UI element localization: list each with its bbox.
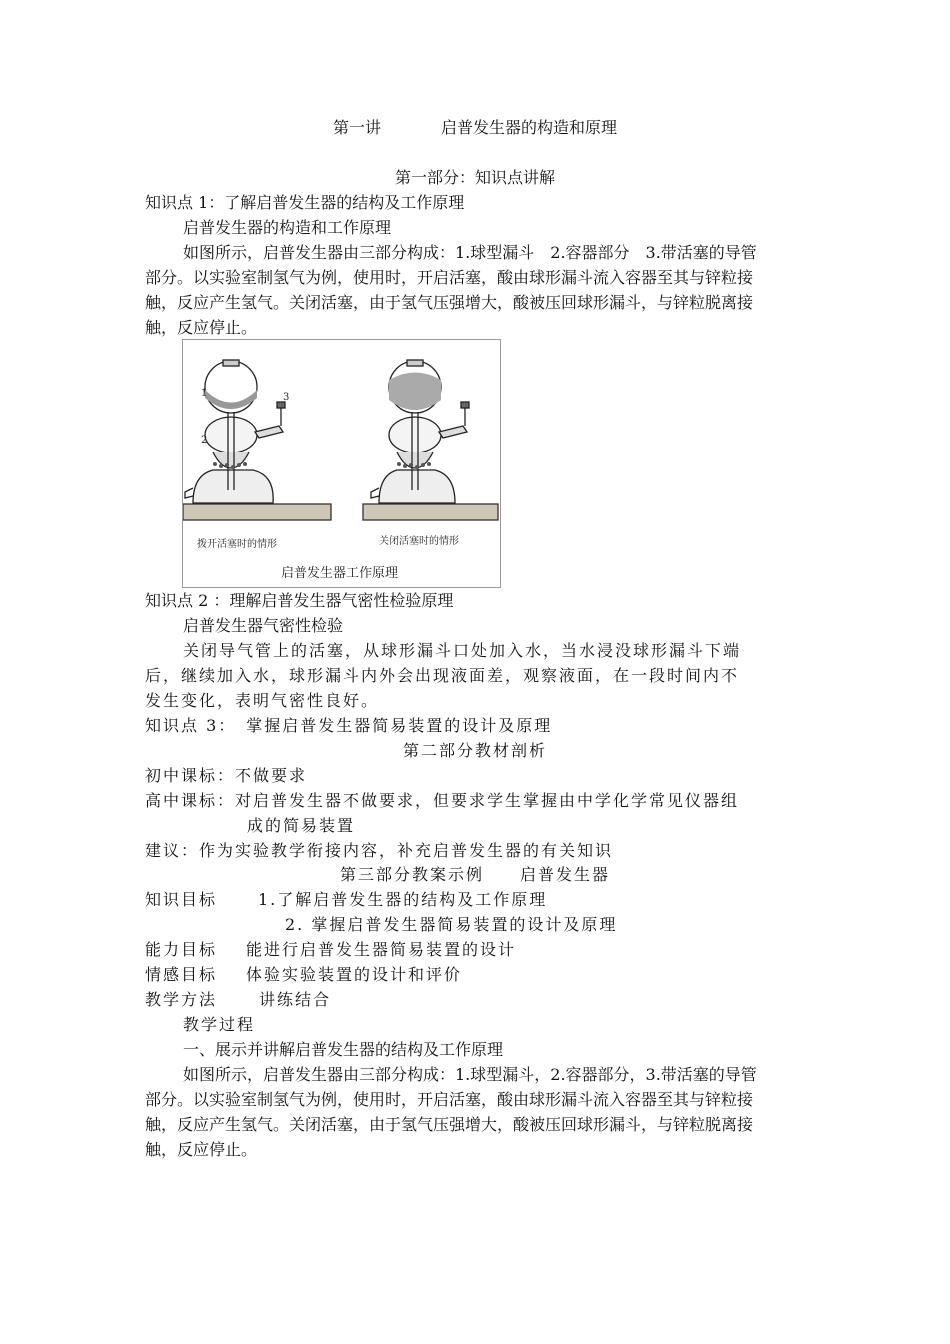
suggestion: 建议：作为实验教学衔接内容，补充启普发生器的有关知识	[145, 841, 614, 860]
method-text: 讲练结合	[259, 990, 332, 1009]
paragraph-1-line: 触，反应产生氢气。关闭活塞，由于氢气压强增大，酸被压回球形漏斗，与锌粒脱离接	[145, 293, 754, 312]
right-caption: 关闭活塞时的情形	[379, 536, 459, 547]
senior-curriculum: 高中课标：对启普发生器不做要求，但要求学生掌握由中学化学常见仪器组	[145, 791, 740, 810]
paragraph-1-line: 如图所示，启普发生器由三部分构成：1.球型漏斗 2.容器部分 3.带活塞的导管	[183, 243, 757, 262]
teaching-process: 教学过程	[183, 1015, 256, 1034]
kipp-apparatus-illustration	[183, 340, 500, 587]
figure-label-3: 3	[283, 392, 290, 403]
paragraph-3-line: 如图所示，启普发生器由三部分构成：1.球型漏斗，2.容器部分，3.带活塞的导管	[183, 1065, 757, 1084]
paragraph-3-line: 触，反应停止。	[145, 1140, 258, 1159]
goal-1: 1.了解启普发生器的结构及工作原理	[258, 890, 548, 909]
part2-heading: 第二部分教材剖析	[402, 741, 547, 760]
emotion-label: 情感目标	[145, 965, 218, 984]
knowledge-point-1: 知识点 1：了解启普发生器的结构及工作原理	[145, 193, 465, 212]
figure-label-1: 1	[201, 388, 208, 399]
ability-text: 能进行启普发生器简易装置的设计	[246, 940, 517, 959]
goal-label: 知识目标	[145, 890, 218, 909]
method-label: 教学方法	[145, 990, 218, 1009]
title-topic: 启普发生器的构造和原理	[441, 118, 618, 137]
knowledge-point-3: 知识点 3： 掌握启普发生器简易装置的设计及原理	[145, 716, 553, 735]
kipp-apparatus-figure	[182, 339, 501, 588]
knowledge-point-2-sub: 启普发生器气密性检验	[183, 616, 344, 635]
goal-2: 2. 掌握启普发生器简易装置的设计及原理	[285, 915, 618, 934]
paragraph-2-line: 关闭导气管上的活塞，从球形漏斗口处加入水，当水浸没球形漏斗下端	[183, 641, 742, 660]
right-apparatus	[363, 360, 498, 520]
emotion-text: 体验实验装置的设计和评价	[246, 965, 463, 984]
paragraph-2-line: 后，继续加入水，球形漏斗内外会出现液面差，观察液面，在一段时间内不	[145, 666, 740, 685]
figure-label-2: 2	[201, 435, 208, 446]
part3-heading: 第三部分教案示例 启普发生器	[339, 865, 610, 884]
left-caption: 拨开活塞时的情形	[197, 539, 277, 550]
senior-curriculum-cont: 成的简易装置	[247, 816, 356, 835]
knowledge-point-1-sub: 启普发生器的构造和工作原理	[183, 218, 392, 237]
part1-heading: 第一部分：知识点讲解	[394, 168, 555, 187]
figure-main-caption: 启普发生器工作原理	[281, 566, 399, 581]
paragraph-3-line: 部分。以实验室制氢气为例，使用时，开启活塞，酸由球形漏斗流入容器至其与锌粒接	[145, 1090, 754, 1109]
paragraph-2-line: 发生变化，表明气密性良好。	[145, 691, 380, 710]
page-title	[0, 118, 950, 138]
junior-curriculum: 初中课标：不做要求	[145, 766, 308, 785]
step-1: 一、展示并讲解启普发生器的结构及工作原理	[183, 1040, 504, 1059]
paragraph-3-line: 触，反应产生氢气。关闭活塞，由于氢气压强增大，酸被压回球形漏斗，与锌粒脱离接	[145, 1115, 754, 1134]
knowledge-point-2: 知识点 2 ：理解启普发生器气密性检验原理	[145, 591, 454, 610]
ability-label: 能力目标	[145, 940, 218, 959]
paragraph-1-line: 部分。以实验室制氢气为例，使用时，开启活塞，酸由球形漏斗流入容器至其与锌粒接	[145, 268, 754, 287]
paragraph-1-line: 触，反应停止。	[145, 318, 258, 337]
title-lecture: 第一讲	[332, 118, 381, 137]
